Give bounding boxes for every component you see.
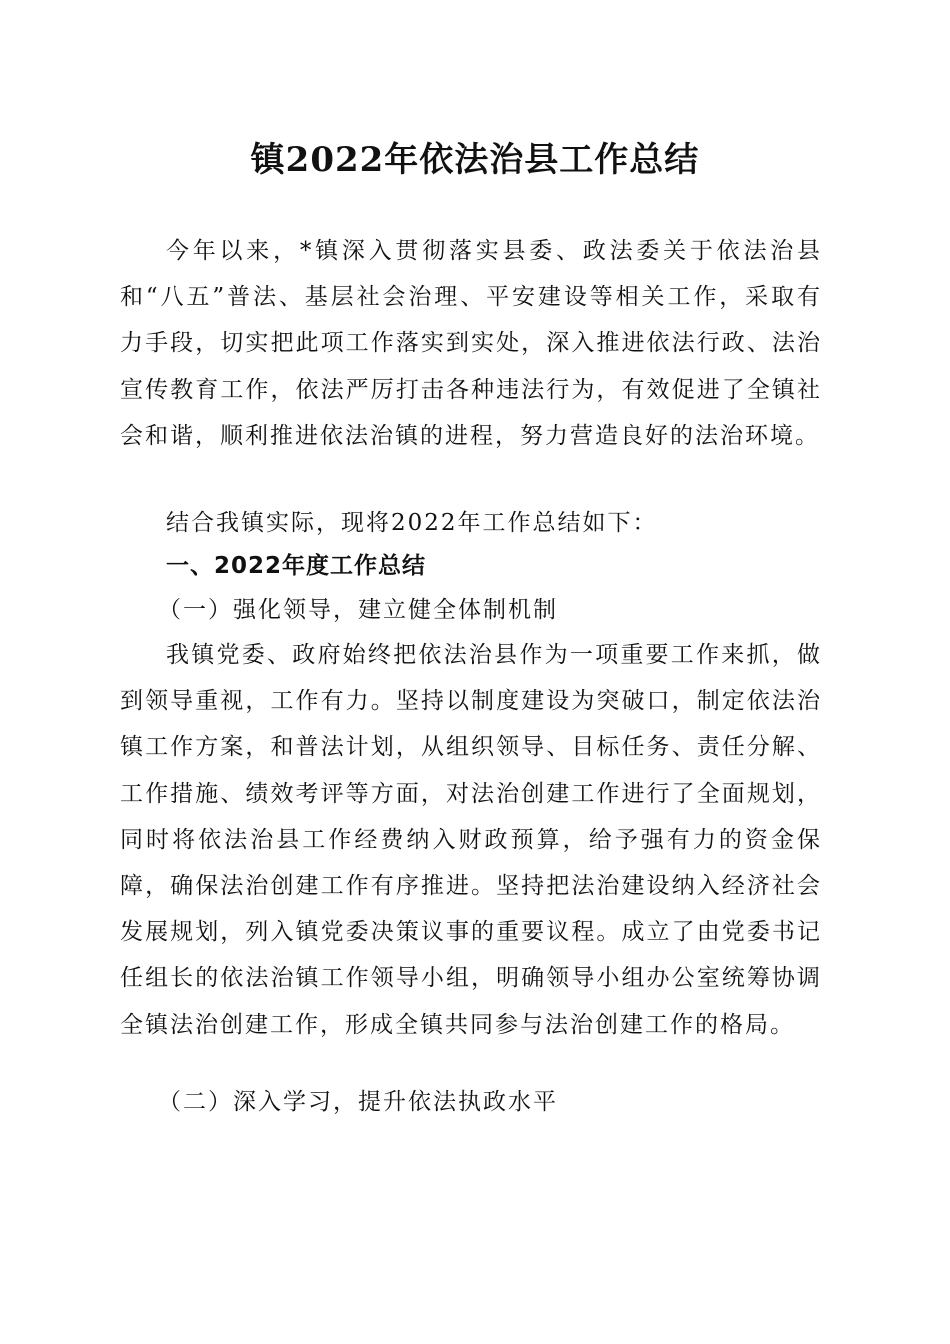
subsection-1-paragraph: 我镇党委、政府始终把依法治县作为一项重要工作来抓，做到领导重视，工作有力。坚持以制度建设为突破口，制定依法治镇工作方案，和普法计划，从组织领导、目标任务、责任分解、工作措施、绩效考评等方面，对法治创建工作进行了全面规划，同时将依法治县工作经费纳入财政预算，给予强有力的资金保障，确保法治创建工作有序推进。坚持把法治建设纳入经济社会发展规划，列入镇党委决策议事的重要议程。成立了由党委书记任组长的依法治镇工作领导小组，明确领导小组办公室统筹协调全镇法治创建工作，形成全镇共同参与法治创建工作的格局。	[120, 642, 822, 1038]
subsection-1-heading: （一）强化领导，建立健全体制机制	[158, 597, 558, 623]
document-title: 镇2022年依法治县工作总结	[250, 140, 700, 180]
summary-lead-paragraph: 结合我镇实际，现将2022年工作总结如下：	[166, 510, 658, 536]
intro-paragraph: 今年以来，*镇深入贯彻落实县委、政法委关于依法治县和“八五”普法、基层社会治理、平安建设等相关工作，采取有力手段，切实把此项工作落实到实处，深入推进依法行政、法治宣传教育工作，依法严厉打击各种违法行为，有效促进了全镇社会和谐，顺利推进依法治镇的进程，努力营造良好的法治环境。	[120, 238, 822, 449]
subsection-2-heading: （二）深入学习，提升依法执政水平	[158, 1089, 558, 1115]
section-1-heading: 一、2022年度工作总结	[166, 553, 427, 579]
